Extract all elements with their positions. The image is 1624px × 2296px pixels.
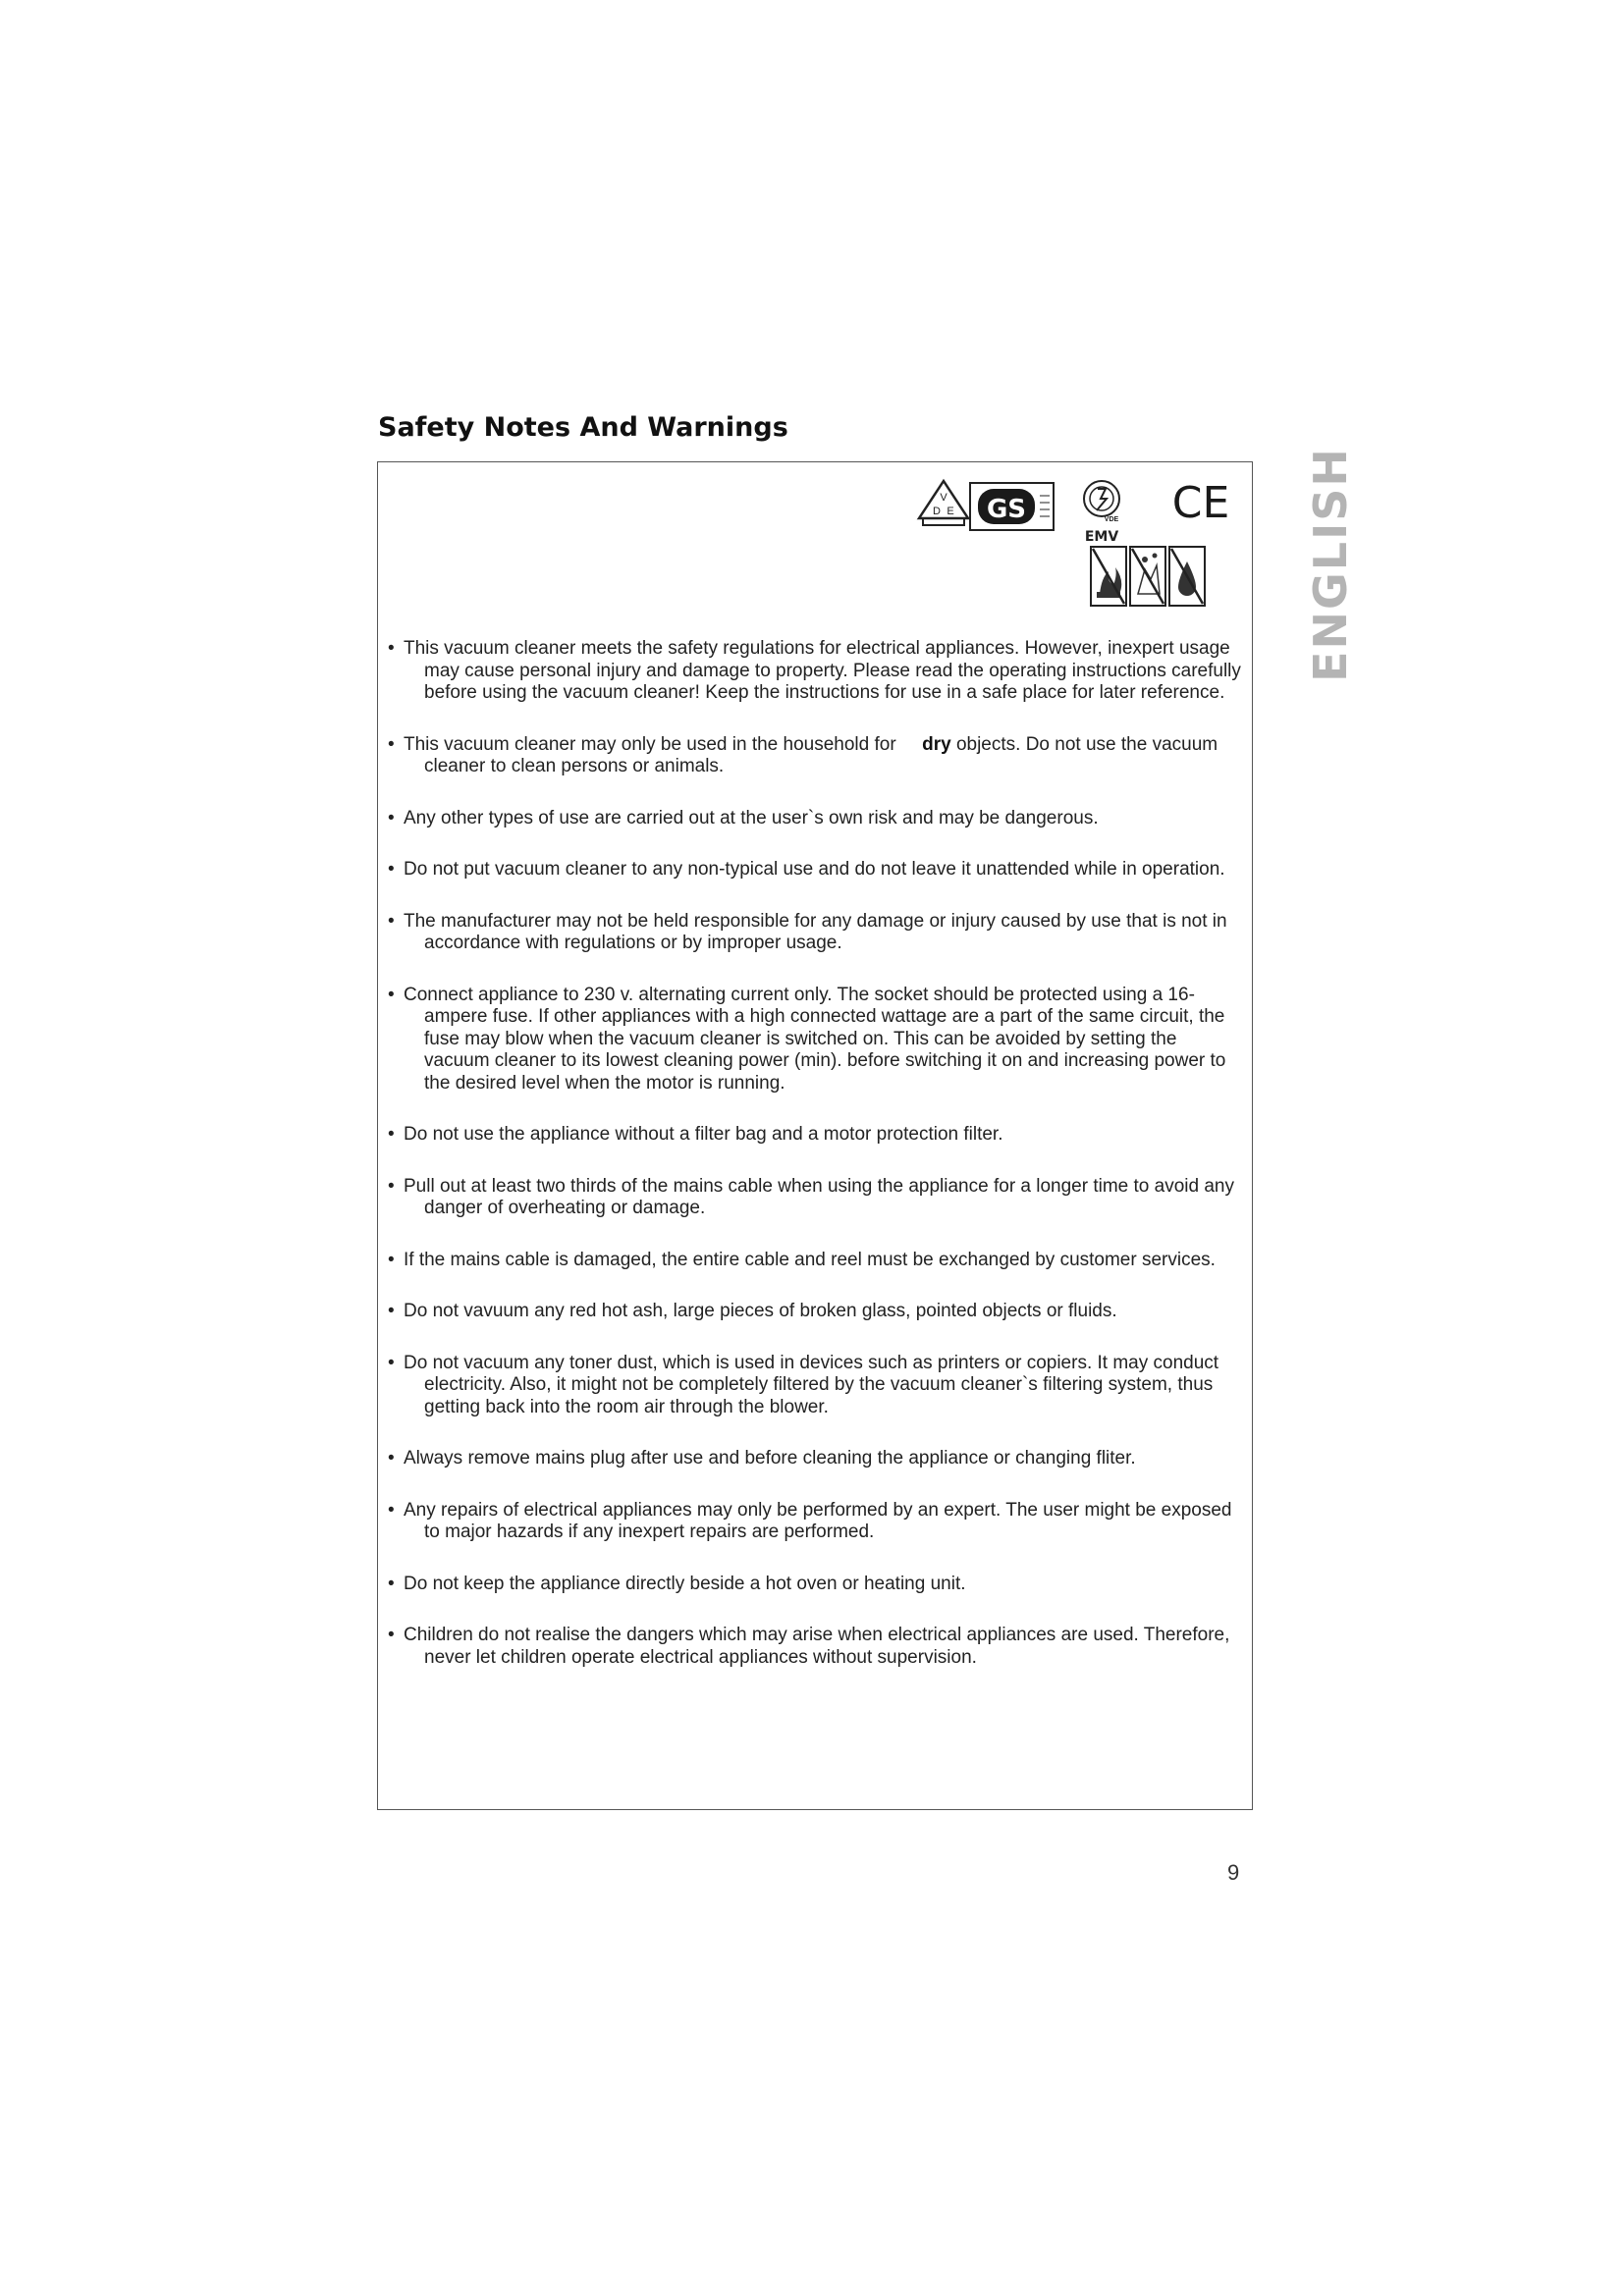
list-item-text: Do not vacuum any toner dust, which is used in devices such as printers or copiers. It may conduct electricity. Also, it might not be completely filtered by the vacuum cleaner`s filtering system, thus getting back into the room air through the blower. [404,1352,1219,1417]
vde-letter-d: D [933,506,941,517]
list-item: • This vacuum cleaner may only be used in the household for dry objects. Do not use the vacuum cleaner to clean persons or animals. [388,733,1218,776]
gs-label: GS [986,495,1027,524]
list-item-text: Do not vavuum any red hot ash, large pieces of broken glass, pointed objects or fluids. [404,1301,1117,1321]
list-item: • The manufacturer may not be held responsible for any damage or injury caused by use that is not in accordance with regulations or by improper usage. [388,910,1227,953]
emv-label: EMV [1084,529,1119,545]
list-item-bold-text: dry [922,733,951,755]
no-fluids-icon [1169,547,1205,606]
no-hot-ash-icon [1091,547,1126,606]
list-item: • Connect appliance to 230 v. alternating current only. The socket should be protected using a 16-ampere fuse. If other appliances with a high connected wattage are a part of the same circuit, the fuse may blow when the vacuum cleaner is switched on. This can be avoided by setting the vacuum cleaner to its lowest cleaning power (min). before switching it on and increasing power to the desired level when the motor is running. [388,984,1226,1094]
list-item-text: Do not keep the appliance directly beside a hot oven or heating unit. [404,1573,966,1594]
list-item-text: Children do not realise the dangers which may arise when electrical appliances are used. Therefore, never let children operate electrical appliances without supervision. [404,1625,1230,1668]
vde-emv-mark [1084,481,1119,545]
list-item: • Do not keep the appliance directly beside a hot oven or heating unit. [388,1573,966,1594]
list-item: • If the mains cable is damaged, the entire cable and reel must be exchanged by customer services. [388,1249,1216,1270]
page-number: 9 [1227,1860,1240,1885]
no-wet-use-icon [1130,547,1165,606]
list-item: • Always remove mains plug after use and before cleaning the appliance or changing fliter. [388,1448,1136,1468]
list-item-text: Do not put vacuum cleaner to any non-typical use and do not leave it unattended while in operation. [404,859,1225,880]
list-item-text: Any other types of use are carried out at the user`s own risk and may be dangerous. [404,807,1099,828]
list-item: • This vacuum cleaner meets the safety regulations for electrical appliances. However, inexpert usage may cause personal injury and damage to property. Please read the operating instructions carefully before using the vacuum cleaner! Keep the instructions for use in a safe place for later reference. [388,638,1241,703]
list-item: • Do not vavuum any red hot ash, large pieces of broken glass, pointed objects or fluids. [388,1301,1117,1321]
gs-mark [970,483,1054,530]
list-item-text: The manufacturer may not be held responsible for any damage or injury caused by use that is not in accordance with regulations or by improper usage. [404,910,1227,953]
list-item: • Pull out at least two thirds of the mains cable when using the appliance for a longer time to avoid any danger of overheating or damage. [388,1175,1234,1218]
list-item-text: This vacuum cleaner may only be used in the household for [404,733,896,755]
list-item: • Any other types of use are carried out at the user`s own risk and may be dangerous. [388,807,1099,828]
list-item-text: Always remove mains plug after use and before cleaning the appliance or changing fliter. [404,1448,1136,1468]
list-item-text: Do not use the appliance without a filter bag and a motor protection filter. [404,1124,1003,1145]
list-item-text: If the mains cable is damaged, the entire cable and reel must be exchanged by customer services. [404,1249,1216,1270]
list-item: • Any repairs of electrical appliances may only be performed by an expert. The user might be exposed to major hazards if any inexpert repairs are performed. [388,1499,1232,1542]
certification-marks [0,0,1624,628]
vde-mark [919,481,968,525]
vde-small-label: VDE [1104,516,1119,523]
list-item-text: Any repairs of electrical appliances may only be performed by an expert. The user might be exposed to major hazards if any inexpert repairs are performed. [404,1499,1232,1542]
list-item: • Do not put vacuum cleaner to any non-typical use and do not leave it unattended while in operation. [388,859,1225,880]
list-item-text: Connect appliance to 230 v. alternating current only. The socket should be protected using a 16-ampere fuse. If other appliances with a high connected wattage are a part of the same circuit, the fuse may blow when the vacuum cleaner is switched on. This can be avoided by setting the vacuum cleaner to its lowest cleaning power (min). before switching it on and increasing power to the desired level when the motor is running. [404,984,1226,1094]
ce-mark: CE [1171,478,1230,528]
language-tab-label: ENGLISH [1304,446,1357,682]
vde-letter-v: V [940,492,947,504]
safety-notes-list [388,638,1247,1698]
list-item-text: Pull out at least two thirds of the mains cable when using the appliance for a longer time to avoid any danger of overheating or damage. [404,1175,1234,1218]
vde-letter-e: E [947,506,954,517]
list-item-text: objects. Do not use the vacuum cleaner to clean persons or animals. [424,733,1218,776]
list-item: • Do not use the appliance without a filter bag and a motor protection filter. [388,1124,1003,1145]
list-item: • Do not vacuum any toner dust, which is used in devices such as printers or copiers. It may conduct electricity. Also, it might not be completely filtered by the vacuum cleaner`s filtering system, thus getting back into the room air through the blower. [388,1352,1219,1417]
list-item: • Children do not realise the dangers which may arise when electrical appliances are used. Therefore, never let children operate electrical appliances without supervision. [388,1625,1230,1668]
list-item-text: This vacuum cleaner meets the safety regulations for electrical appliances. However, inexpert usage may cause personal injury and damage to property. Please read the operating instructions carefully before using the vacuum cleaner! Keep the instructions for use in a safe place for later reference. [404,638,1241,703]
page-title: Safety Notes And Warnings [378,412,788,443]
